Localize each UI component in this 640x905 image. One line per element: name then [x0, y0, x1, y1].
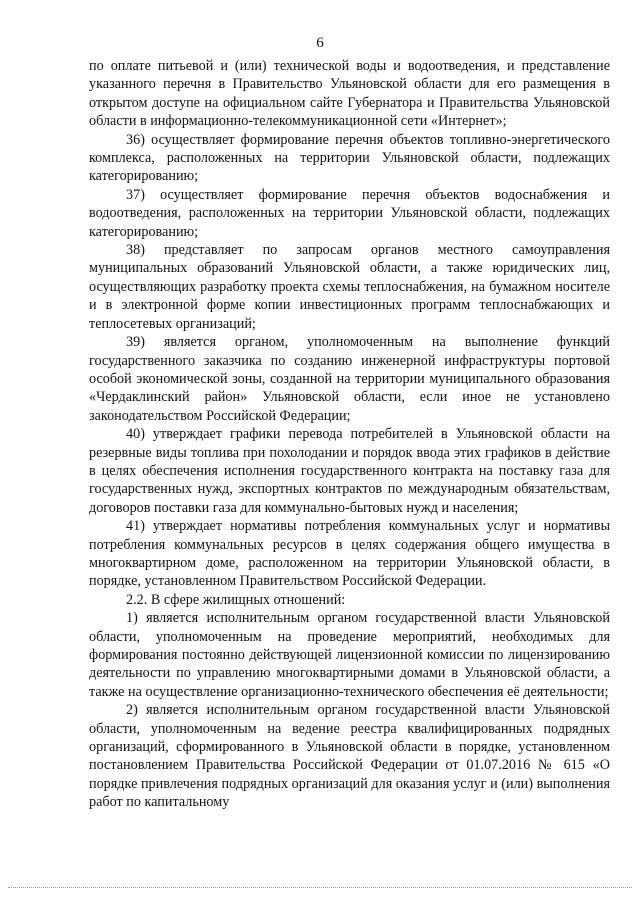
paragraph-item-39: 39) является органом, уполномоченным на выполнение функций государственного заказчика по созданию инженерной инфраструктуры портовой особой экономической зоны, созданной на территории муниципального образования «Чердаклинский район» Ульяновской области, если иное не установлено законодательством Российской Федерации;: [89, 334, 610, 424]
paragraph-item-2-2-2: 2) является исполнительным органом государственной власти Ульяновской области, уполномоченным на ведение реестра квалифицированных подрядных организаций, сформированного в Ульяновской области в порядке, установленном постановлением Правительства Российской Федерации от 01.07.2016 № 615 «О порядке привлечения подрядных организаций для оказания услуг и (или) выполнения работ по капитальному: [89, 702, 610, 811]
paragraph-item-38: 38) представляет по запросам органов местного самоуправления муниципальных образований Ульяновской области, а также юридических лиц, осуществляющих разработку проекта схемы теплоснабжения, на бумажном носителе и в электронной форме копии инвестиционных программ теплоснабжающих и теплосетевых организаций;: [89, 242, 610, 332]
paragraph-continuation: по оплате питьевой и (или) технической воды и водоотведения, и представление указанного перечня в Правительство Ульяновской области для его размещения в открытом доступе на официальном сайте Губернатора и Правительства Ульяновской области в информационно-телекоммуникационной сети «Интернет»;: [89, 58, 610, 130]
paragraph-item-2-2-1: 1) является исполнительным органом государственной власти Ульяновской области, уполномоченным на проведение мероприятий, необходимых для формирования постоянно действующей лицензионной комиссии по лицензированию деятельности по управлению многоквартирными домами в Ульяновской области, а также на осуществление организационно-технического обеспечения её деятельности;: [89, 610, 610, 700]
section-heading-2-2: 2.2. В сфере жилищных отношений:: [126, 591, 346, 608]
page-number: 6: [316, 35, 324, 51]
document-body: [89, 57, 610, 812]
paragraph-item-40: 40) утверждает графики перевода потребителей в Ульяновской области на резервные виды топлива при похолодании и порядок ввода этих графиков в действие в целях обеспечения исполнения государственного контракта на поставку газа для государственных нужд, экспортных контрактов по международным обязательствам, договоров поставки газа для коммунально-бытовых нужд и населения;: [89, 426, 610, 516]
paragraph-item-41: 41) утверждает нормативы потребления коммунальных услуг и нормативы потребления коммунальных ресурсов в целях содержания общего имущества в многоквартирном доме, расположенном на территории Ульяновской области, в порядке, установленном Правительством Российской Федерации.: [89, 518, 610, 590]
paragraph-item-36: 36) осуществляет формирование перечня объектов топливно-энергетического комплекса, расположенных на территории Ульяновской области, подлежащих категорированию;: [89, 131, 610, 185]
paragraph-item-37: 37) осуществляет формирование перечня объектов водоснабжения и водоотведения, расположенных на территории Ульяновской области, подлежащих категорированию;: [89, 186, 610, 240]
bottom-divider: [8, 887, 632, 888]
